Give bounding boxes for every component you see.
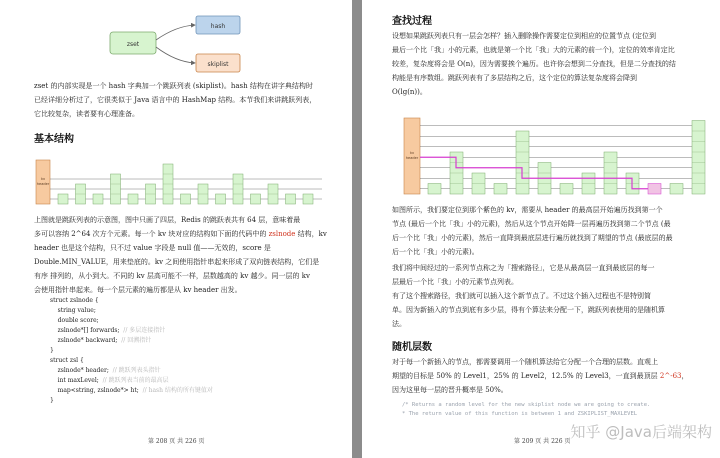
skiplist-header-label-kv: kv bbox=[40, 177, 46, 181]
para-line-4: Double.MIN_VALUE，用来垫底的。kv 之间使用指针串起来形成了双向链表结构，它们是 bbox=[34, 258, 320, 266]
para-line-1: 上图就是跳跃列表的示意图，图中只画了四层，Redis 的跳跃表共有 64 层，意味着最 bbox=[34, 216, 301, 224]
heading-random-level: 随机层数 bbox=[392, 342, 432, 353]
search-line-5: O(lg(n))。 bbox=[392, 88, 427, 96]
random-line-3: 因为这里每一层的晋升概率是 50%。 bbox=[392, 386, 508, 394]
code-comment: // 多层连接指针 bbox=[123, 327, 166, 334]
right-page bbox=[362, 0, 720, 458]
heading-basic-structure: 基本结构 bbox=[34, 134, 74, 145]
explain-line-2: 节点 (最后一个比「我」小的元素)，然后从这个节点开始降一层再遍历找到第二个节点 (最 bbox=[392, 220, 671, 228]
code-line: zslnode*[] forwards; // 多层连接指针 bbox=[50, 327, 166, 334]
skiplist-node bbox=[303, 194, 313, 204]
random-line-2 bbox=[392, 370, 712, 384]
code-line: zslnode* backward; // 回溯指针 bbox=[50, 337, 152, 344]
intro-line-1: zset 的内部实现是一个 hash 字典加一个跳跃列表 (skiplist)。hash 结构在讲字典结构时 bbox=[34, 82, 313, 90]
intro-line-2: 已经详细分析过了，它很类似于 Java 语言中的 HashMap 结构。本节我们来讲跳跃列表， bbox=[34, 96, 317, 104]
search-line-2: 最后一个比「我」小的元素，也就是第一个比「我」大的元素的前一个)，定位的效率肯定比 bbox=[392, 46, 675, 54]
code-line: } bbox=[50, 347, 54, 354]
random-line-2-text: 期望的目标是 50% 的 Level1，25% 的 Level2，12.5% 的 Level3，一直到最顶层 bbox=[392, 372, 660, 380]
skiplist-node bbox=[128, 194, 138, 204]
code-line: map<string, zslnode*> ht; // hash 结构的所有键值对 bbox=[50, 387, 213, 394]
target-node bbox=[648, 184, 661, 195]
skiplist-header-label: header bbox=[36, 182, 50, 186]
skiplist-node bbox=[286, 194, 296, 204]
heading-search-process: 查找过程 bbox=[392, 16, 432, 27]
code-line: int maxLevel; // 跳跃列表当前的最高层 bbox=[50, 377, 169, 384]
para-line-2 bbox=[34, 228, 344, 242]
path-line-3: 有了这个搜索路径，我们就可以插入这个新节点了。不过这个插入过程也不是特别简 bbox=[392, 292, 651, 300]
probability-highlight: 2^-63 bbox=[659, 372, 682, 380]
zset-structure-diagram bbox=[104, 12, 244, 74]
code-block-zslnode bbox=[50, 296, 330, 362]
search-header-label: header bbox=[405, 156, 419, 160]
skiplist-node bbox=[216, 194, 226, 204]
left-page bbox=[0, 0, 352, 458]
zslnode-highlight: zslnode bbox=[268, 230, 296, 238]
para-line-2-tail: 结构，kv bbox=[295, 230, 327, 238]
path-line-5: 法。 bbox=[392, 320, 406, 328]
path-line-1: 我们将中间经过的一系列节点称之为「搜索路径」，它是从最高层一直到最底层的每一 bbox=[392, 264, 655, 272]
watermark: 知乎 @Java后端架构 bbox=[570, 423, 712, 441]
search-path-diagram bbox=[402, 112, 712, 196]
para-line-2-text: 多可以容纳 2^64 次方个元素。每一个 kv 块对应的结构如下面的代码中的 bbox=[34, 230, 269, 238]
arrow-to-skiplist bbox=[156, 47, 195, 63]
intro-line-3: 它比较复杂，读者要有心理准备。 bbox=[34, 110, 139, 118]
path-line-4: 单。因为新插入的节点到底有多少层，得有个算法来分配一下，跳跃列表使用的是随机算 bbox=[392, 306, 665, 314]
path-line-2: 层最后一个比「我」小的元素节点列表。 bbox=[392, 278, 518, 286]
code-line: string value; bbox=[50, 307, 96, 314]
search-line-1: 设想如果跳跃列表只有一层会怎样？插入删除操作需要定位到相应的位置节点 (定位到 bbox=[392, 32, 656, 40]
search-node bbox=[692, 121, 705, 195]
explain-line-1: 如图所示，我们要定位到那个紫色的 kv，需要从 header 的最高层开始遍历找到第一个 bbox=[392, 206, 663, 214]
code-comment-line-1: /* Returns a random level for the new skiplist node we are going to create. bbox=[402, 402, 651, 408]
code-comment: // 跳跃列表头指针 bbox=[112, 367, 161, 374]
code-comment-line-2: * The return value of this function is between 1 and ZSKIPLIST_MAXLEVEL bbox=[402, 411, 638, 417]
skiplist-diagram bbox=[34, 148, 324, 206]
code-line: struct zsl { bbox=[50, 357, 84, 364]
hash-label: hash bbox=[210, 23, 226, 30]
search-line-3: 较差，复杂度将会是 O(n)，因为需要挨个遍历。也许你会想到二分查找，但是二分查找的结 bbox=[392, 60, 676, 68]
para-line-3: header 也是这个结构，只不过 value 字段是 null 值——无效的，score 是 bbox=[34, 244, 271, 252]
para-line-6: 会使用指针串起来。每一个层元素的遍历都是从 kv header 出发。 bbox=[34, 286, 242, 294]
search-node bbox=[428, 184, 441, 195]
page-footer-left: 第 208 页 共 226 页 bbox=[148, 438, 205, 445]
arrow-to-hash bbox=[156, 25, 195, 40]
search-line-4: 构能是有序数组。跳跃列表有了多层结构之后，这个定位的算法复杂度将会降到 bbox=[392, 74, 637, 82]
code-line: } bbox=[50, 397, 54, 404]
search-node bbox=[494, 184, 507, 195]
explain-line-3: 后一个比「我」小的元素)，然后一直降到最底层进行遍历就找到了期望的节点 (最底层的最 bbox=[392, 234, 673, 242]
search-node bbox=[560, 184, 573, 195]
code-line: zslnode* header; // 跳跃列表头指针 bbox=[50, 367, 161, 374]
skiplist-label: skiplist bbox=[207, 61, 229, 68]
random-line-1: 对于每一个新插入的节点，都需要调用一个随机算法给它分配一个合理的层数。直观上 bbox=[392, 358, 658, 366]
skiplist-node bbox=[233, 174, 243, 204]
code-comment: // 回溯指针 bbox=[121, 337, 152, 344]
skiplist-node bbox=[251, 194, 261, 204]
explain-line-4: 后一个比「我」小的元素)。 bbox=[392, 248, 479, 256]
skiplist-node bbox=[58, 194, 68, 204]
random-line-2-tail: ， bbox=[681, 372, 689, 380]
skiplist-node bbox=[111, 174, 121, 204]
code-line: double score; bbox=[50, 317, 99, 324]
code-comment: // hash 结构的所有键值对 bbox=[142, 387, 213, 394]
skiplist-node bbox=[181, 194, 191, 204]
code-line: struct zslnode { bbox=[50, 297, 99, 304]
search-node bbox=[670, 184, 683, 195]
para-line-5: 有序 排列的，从小到大。不同的 kv 层高可能不一样，层数越高的 kv 越少。同一层的 kv bbox=[34, 272, 310, 280]
skiplist-node bbox=[93, 194, 103, 204]
search-header-label-kv: kv bbox=[409, 151, 415, 155]
code-block-zsl bbox=[50, 356, 330, 412]
page-footer-right: 第 209 页 共 226 页 bbox=[514, 438, 571, 445]
code-comment: // 跳跃列表当前的最高层 bbox=[102, 377, 169, 384]
zset-label: zset bbox=[126, 41, 140, 48]
